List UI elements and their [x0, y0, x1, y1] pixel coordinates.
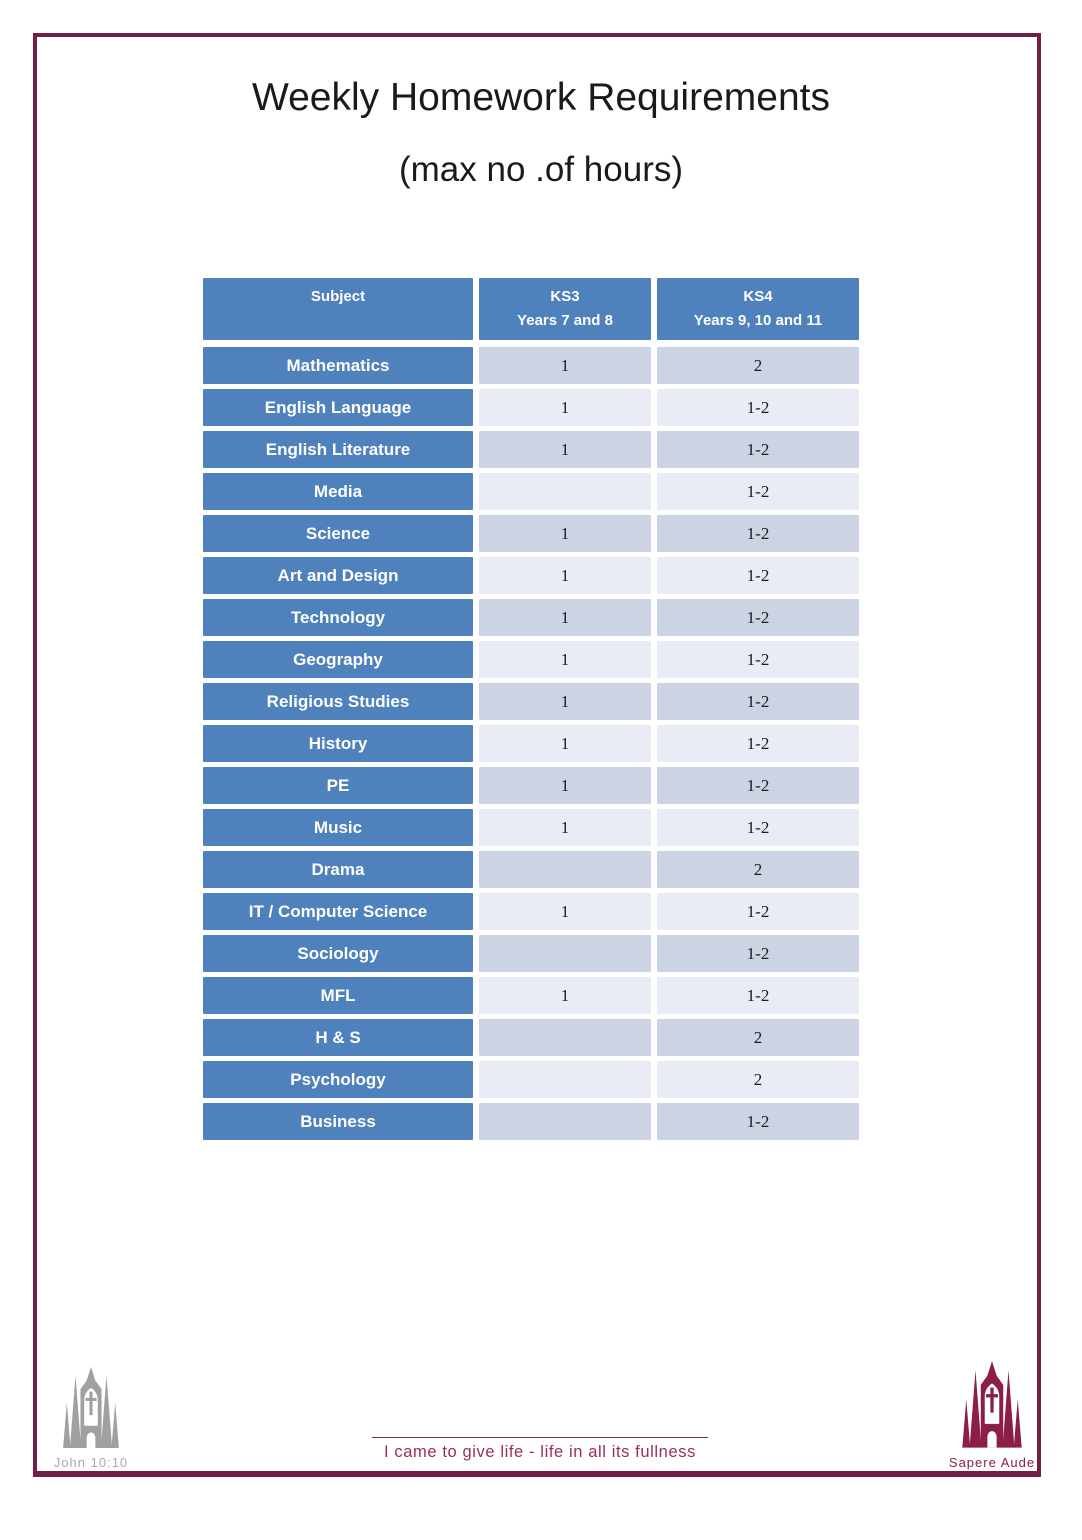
- subject-cell: PE: [203, 767, 473, 804]
- table-row: [203, 1103, 859, 1140]
- table-body: [203, 347, 859, 1140]
- ks3-value-cell: [479, 1019, 651, 1056]
- table-row: [203, 431, 859, 468]
- subject-cell: History: [203, 725, 473, 762]
- ks4-value-cell: 1-2: [657, 977, 859, 1014]
- ks4-value-cell: 2: [657, 851, 859, 888]
- school-logo-right: [950, 1358, 1034, 1470]
- ks4-value-cell: 1-2: [657, 683, 859, 720]
- table-row: [203, 389, 859, 426]
- table-row: [203, 347, 859, 384]
- subject-cell: Art and Design: [203, 557, 473, 594]
- subject-cell: Business: [203, 1103, 473, 1140]
- motto-text: I came to give life - life in all its fullness: [384, 1443, 696, 1461]
- subject-cell: Media: [203, 473, 473, 510]
- column-header-ks3: [479, 278, 651, 340]
- table-row: [203, 641, 859, 678]
- subject-cell: H & S: [203, 1019, 473, 1056]
- left-logo-caption: John 10:10: [53, 1455, 129, 1470]
- table-row: [203, 725, 859, 762]
- ks3-value-cell: 1: [479, 893, 651, 930]
- ks3-value-cell: 1: [479, 767, 651, 804]
- table-row: [203, 473, 859, 510]
- column-header-subject: [203, 278, 473, 340]
- right-logo-caption: Sapere Aude: [948, 1455, 1036, 1470]
- ks4-value-cell: 1-2: [657, 473, 859, 510]
- table-row: [203, 977, 859, 1014]
- subject-cell: Mathematics: [203, 347, 473, 384]
- ks4-value-cell: 1-2: [657, 557, 859, 594]
- ks3-header-line2: Years 7 and 8: [517, 312, 613, 329]
- table-row: [203, 683, 859, 720]
- subject-cell: Drama: [203, 851, 473, 888]
- ks3-value-cell: 1: [479, 515, 651, 552]
- ks4-value-cell: 1-2: [657, 515, 859, 552]
- ks3-value-cell: [479, 851, 651, 888]
- ks3-header-line1: KS3: [550, 288, 580, 305]
- ks4-value-cell: 2: [657, 347, 859, 384]
- ks4-value-cell: 1-2: [657, 767, 859, 804]
- ks4-value-cell: 1-2: [657, 893, 859, 930]
- page-subtitle: (max no .of hours): [399, 150, 683, 189]
- ks4-value-cell: 1-2: [657, 599, 859, 636]
- church-icon: [60, 1364, 122, 1454]
- column-header-ks4: [657, 278, 859, 340]
- table-row: [203, 1061, 859, 1098]
- table-row: [203, 935, 859, 972]
- ks4-value-cell: 1-2: [657, 1103, 859, 1140]
- table-row: [203, 1019, 859, 1056]
- ks4-value-cell: 1-2: [657, 389, 859, 426]
- page-title: Weekly Homework Requirements: [252, 76, 830, 119]
- ks3-value-cell: 1: [479, 641, 651, 678]
- ks3-value-cell: [479, 1103, 651, 1140]
- ks3-value-cell: 1: [479, 347, 651, 384]
- ks3-value-cell: 1: [479, 599, 651, 636]
- table-row: [203, 557, 859, 594]
- table-row: [203, 893, 859, 930]
- ks3-value-cell: [479, 1061, 651, 1098]
- table-row: [203, 767, 859, 804]
- subject-cell: English Language: [203, 389, 473, 426]
- subject-cell: Religious Studies: [203, 683, 473, 720]
- subject-cell: IT / Computer Science: [203, 893, 473, 930]
- ks4-value-cell: 2: [657, 1019, 859, 1056]
- table-row: [203, 599, 859, 636]
- ks4-value-cell: 1-2: [657, 809, 859, 846]
- column-header-subject-label: Subject: [310, 288, 366, 305]
- ks3-value-cell: 1: [479, 809, 651, 846]
- subject-cell: Music: [203, 809, 473, 846]
- ks3-value-cell: 1: [479, 683, 651, 720]
- motto-divider-line: [372, 1437, 708, 1438]
- school-logo-left: [52, 1364, 130, 1470]
- ks4-value-cell: 1-2: [657, 935, 859, 972]
- ks3-value-cell: 1: [479, 977, 651, 1014]
- ks4-value-cell: 1-2: [657, 725, 859, 762]
- subject-cell: Sociology: [203, 935, 473, 972]
- table-row: [203, 515, 859, 552]
- ks3-value-cell: 1: [479, 431, 651, 468]
- table-header-row: [203, 278, 859, 340]
- ks3-value-cell: 1: [479, 557, 651, 594]
- ks3-value-cell: 1: [479, 725, 651, 762]
- ks4-value-cell: 1-2: [657, 431, 859, 468]
- table-row: [203, 851, 859, 888]
- ks4-header-line1: KS4: [743, 288, 773, 305]
- school-motto: [372, 1437, 708, 1462]
- ks3-value-cell: 1: [479, 389, 651, 426]
- ks4-value-cell: 1-2: [657, 641, 859, 678]
- table-row: [203, 809, 859, 846]
- subject-cell: Geography: [203, 641, 473, 678]
- subject-cell: MFL: [203, 977, 473, 1014]
- ks3-value-cell: [479, 935, 651, 972]
- subject-cell: Science: [203, 515, 473, 552]
- ks4-value-cell: 2: [657, 1061, 859, 1098]
- homework-table: [203, 278, 859, 1140]
- ks3-value-cell: [479, 473, 651, 510]
- ks4-header-line2: Years 9, 10 and 11: [693, 312, 823, 329]
- subject-cell: Psychology: [203, 1061, 473, 1098]
- church-icon: [959, 1358, 1025, 1454]
- subject-cell: English Literature: [203, 431, 473, 468]
- subject-cell: Technology: [203, 599, 473, 636]
